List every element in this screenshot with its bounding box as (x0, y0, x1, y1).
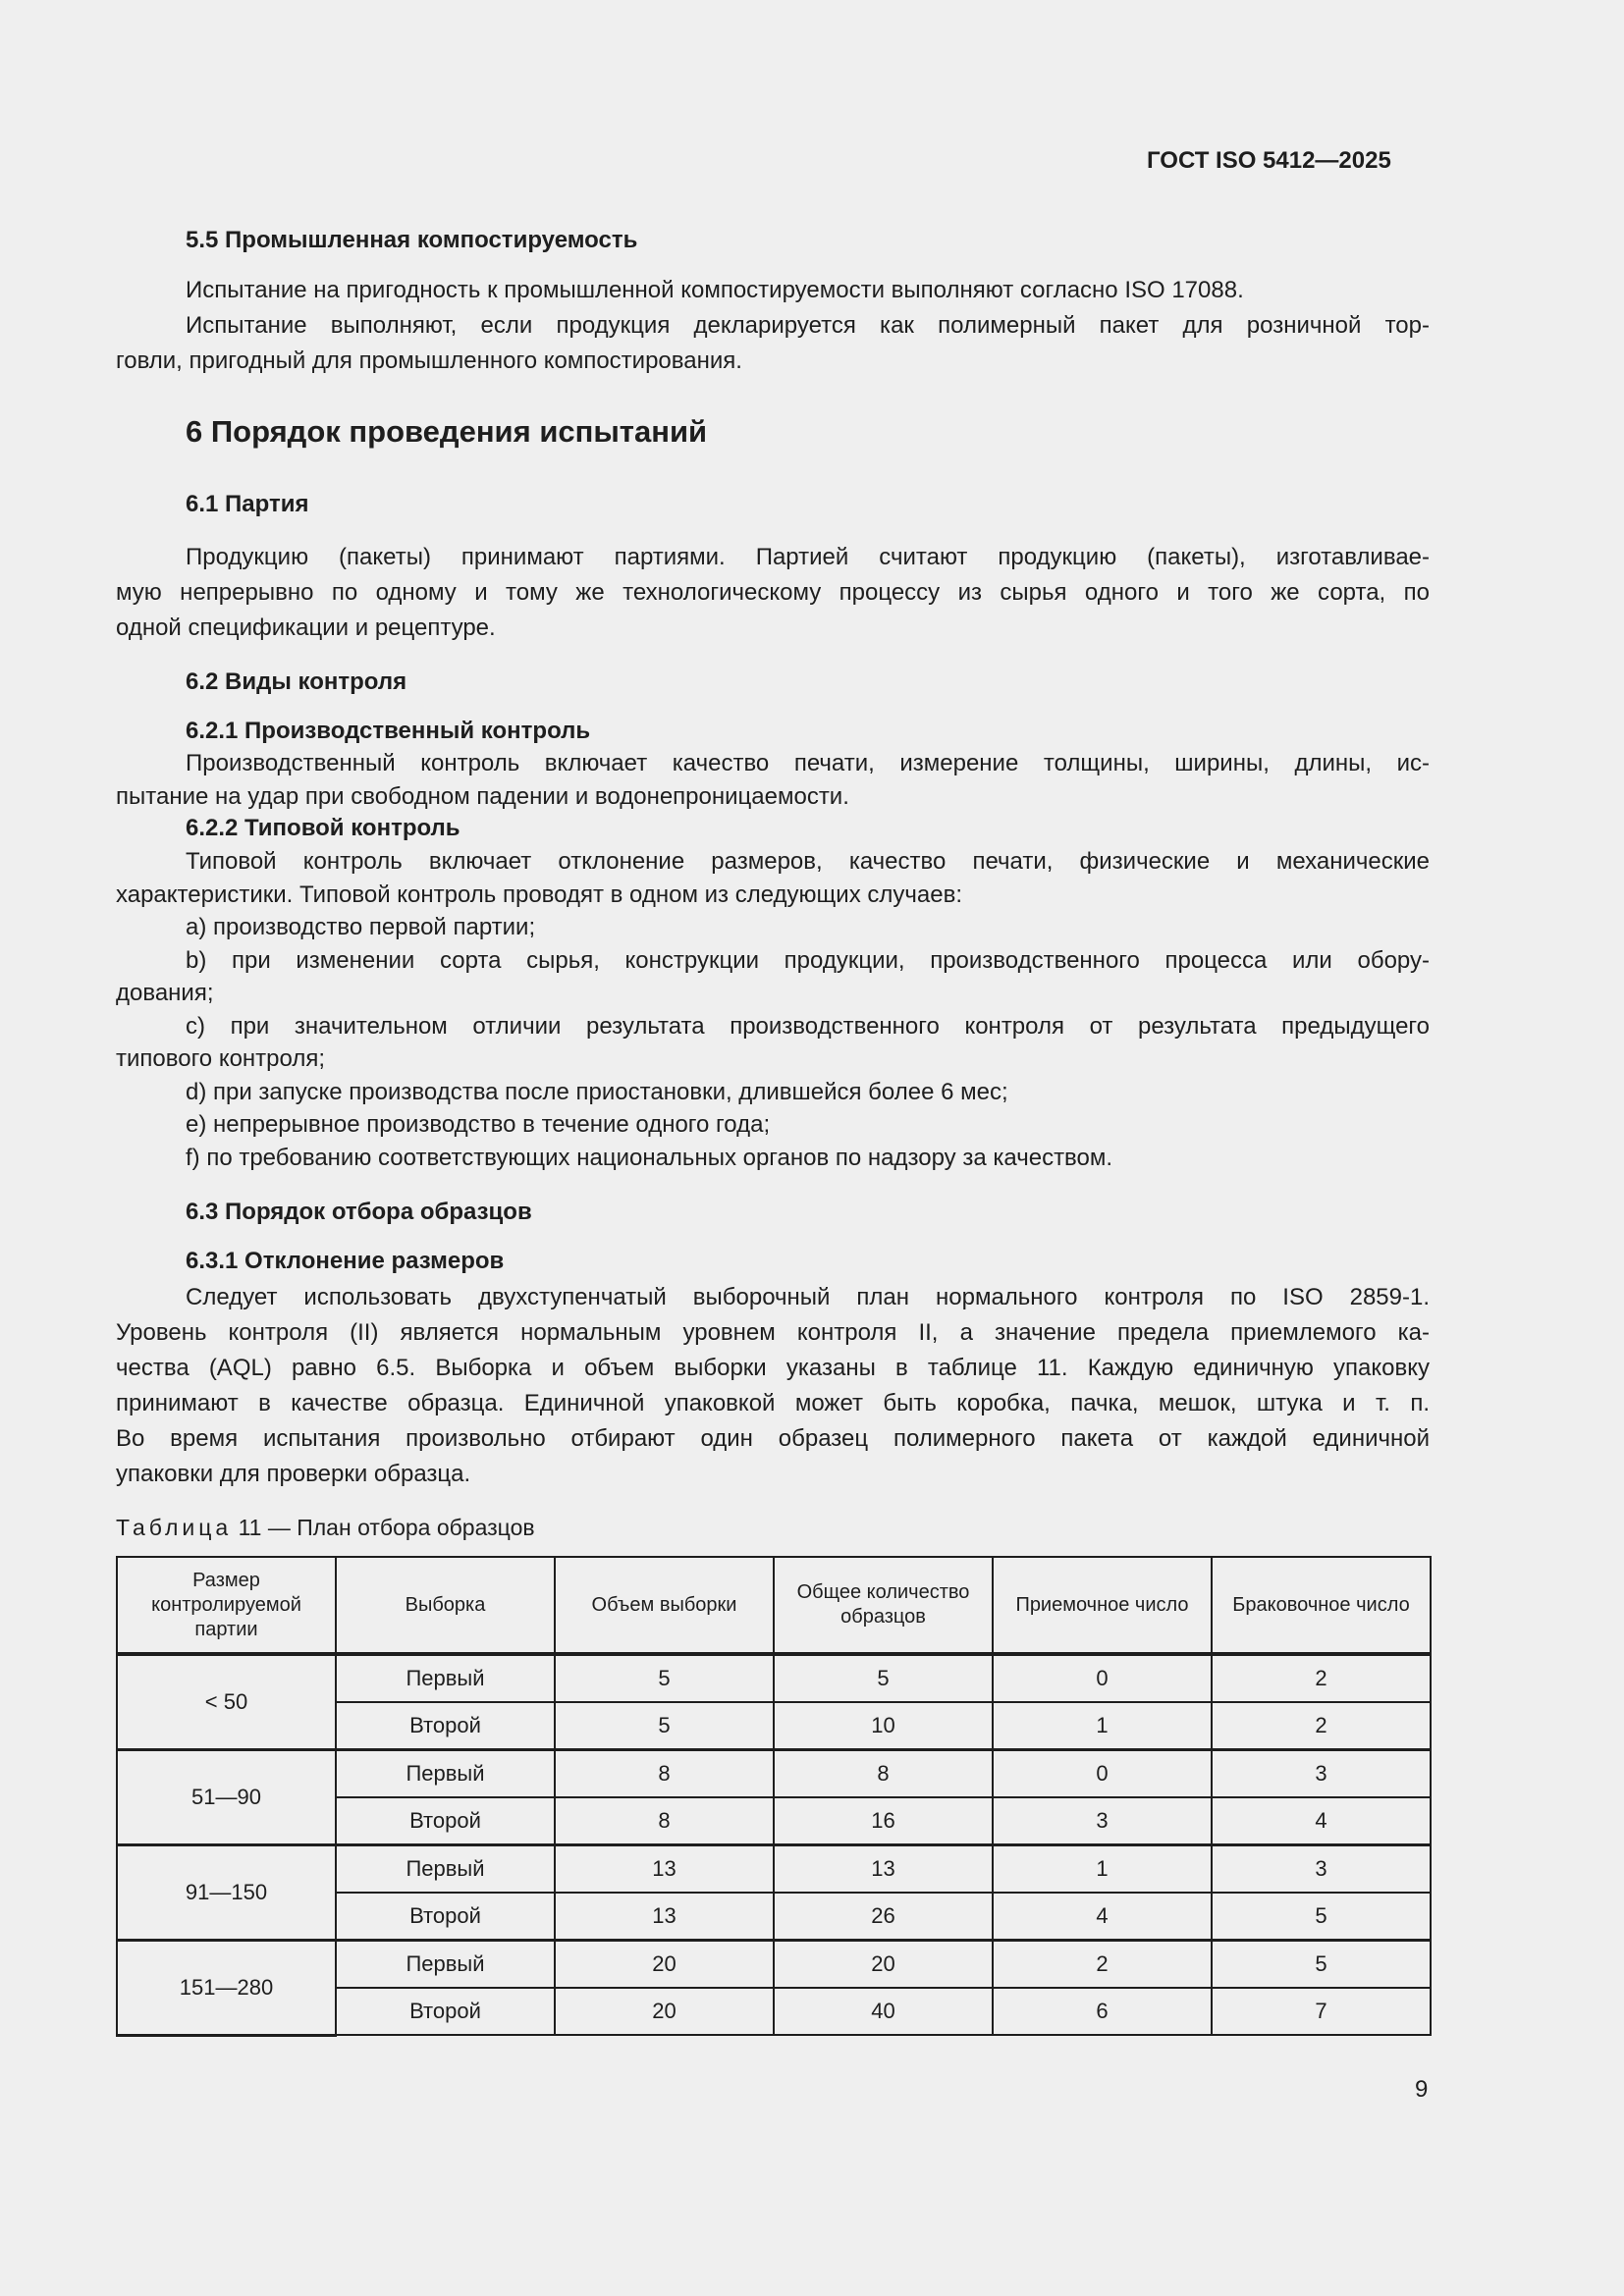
heading-6-3-1: 6.3.1 Отклонение размеров (186, 1248, 505, 1274)
heading-6-2-2: 6.2.2 Типовой контроль (186, 815, 460, 841)
list-item-e: e) непрерывное производство в течение одного года; (186, 1111, 771, 1138)
table-cell: 20 (555, 1988, 774, 2035)
paragraph-5-5 (116, 273, 1430, 379)
table-cell: Первый (336, 1941, 555, 1989)
table-cell: 2 (993, 1941, 1212, 1989)
table-cell: 3 (1212, 1845, 1431, 1894)
table-cell: 2 (1212, 1702, 1431, 1750)
lot-size-cell: < 50 (117, 1654, 336, 1750)
table-cell: 4 (1212, 1797, 1431, 1845)
column-header: Размер контролируемой партии (117, 1557, 336, 1654)
table-cell: Второй (336, 1797, 555, 1845)
heading-6-1: 6.1 Партия (186, 491, 309, 517)
text-line: Испытание выполняют, если продукция декларируется как полимерный пакет для розничной тор- (186, 312, 1430, 339)
heading-6-2-1: 6.2.1 Производственный контроль (186, 718, 591, 744)
table-cell: 13 (774, 1845, 993, 1894)
text-line: типового контроля; (116, 1045, 326, 1072)
table-cell: 13 (555, 1845, 774, 1894)
text-line: Следует использовать двухступенчатый выборочный план нормального контроля по ISO 2859-1. (186, 1284, 1430, 1310)
sampling-plan-table (116, 1556, 1432, 2037)
text-line: Производственный контроль включает качество печати, измерение толщины, ширины, длины, ис- (186, 750, 1430, 776)
table-cell: 13 (555, 1893, 774, 1941)
text-line: говли, пригодный для промышленного компостирования. (116, 347, 742, 374)
table-cell: Первый (336, 1845, 555, 1894)
table-cell: Второй (336, 1988, 555, 2035)
table-cell: 5 (1212, 1941, 1431, 1989)
text-line: Во время испытания произвольно отбирают один образец полимерного пакета от каждой единичной (116, 1425, 1430, 1452)
table-header-row (117, 1557, 1431, 1654)
heading-6-2: 6.2 Виды контроля (186, 668, 407, 695)
column-header: Браковочное число (1212, 1557, 1431, 1654)
table-cell: 6 (993, 1988, 1212, 2035)
column-header: Общее количество образцов (774, 1557, 993, 1654)
table-cell: 1 (993, 1702, 1212, 1750)
table-row (117, 1750, 1431, 1798)
column-header: Приемочное число (993, 1557, 1212, 1654)
text-line: мую непрерывно по одному и тому же технологическому процессу из сырья одного и того же сорта, по (116, 579, 1430, 606)
list-item-c: c) при значительном отличии результата производственного контроля от результата предыдущего (186, 1012, 1430, 1040)
text-line: пытание на удар при свободном падении и водонепроницаемости. (116, 783, 849, 810)
lot-size-cell: 91—150 (117, 1845, 336, 1941)
lot-size-cell: 151—280 (117, 1941, 336, 2036)
table-cell: Первый (336, 1750, 555, 1798)
table-cell: 16 (774, 1797, 993, 1845)
table-cell: 20 (555, 1941, 774, 1989)
list-item-a: a) производство первой партии; (186, 914, 536, 940)
table-cell: 20 (774, 1941, 993, 1989)
text-line: дования; (116, 980, 214, 1006)
table-cell: 26 (774, 1893, 993, 1941)
page-number: 9 (1415, 2076, 1429, 2103)
list-item-f: f) по требованию соответствующих национальных органов по надзору за качеством. (186, 1144, 1113, 1171)
text-line: характеристики. Типовой контроль проводят в одном из следующих случаев: (116, 881, 962, 908)
table-cell: Первый (336, 1654, 555, 1702)
text-line: упаковки для проверки образца. (116, 1461, 471, 1487)
table-cell: 10 (774, 1702, 993, 1750)
table-cell: 2 (1212, 1654, 1431, 1702)
table-caption (116, 1515, 535, 1541)
text-line: Испытание на пригодность к промышленной компостируемости выполняют согласно ISO 17088. (186, 277, 1244, 303)
column-header: Выборка (336, 1557, 555, 1654)
table-cell: 8 (774, 1750, 993, 1798)
paragraph-6-1 (116, 540, 1430, 646)
heading-6-3: 6.3 Порядок отбора образцов (186, 1199, 532, 1225)
table-cell: 40 (774, 1988, 993, 2035)
lot-size-cell: 51—90 (117, 1750, 336, 1845)
paragraph-6-2-2 (116, 845, 1430, 1174)
table-cell: 5 (555, 1702, 774, 1750)
table-cell: 5 (774, 1654, 993, 1702)
table-cell: Второй (336, 1893, 555, 1941)
table-row (117, 1941, 1431, 1989)
list-item-b: b) при изменении сорта сырья, конструкции продукции, производственного процесса или обору- (186, 946, 1430, 974)
list-item-d: d) при запуске производства после приостановки, длившейся более 6 мес; (186, 1078, 1008, 1105)
paragraph-6-2-1 (116, 747, 1430, 814)
table-caption-title: 11 — План отбора образцов (238, 1515, 535, 1540)
text-line: одной спецификации и рецептуре. (116, 614, 496, 641)
table-cell: 8 (555, 1750, 774, 1798)
table-cell: 0 (993, 1750, 1212, 1798)
table-cell: Второй (336, 1702, 555, 1750)
table-cell: 8 (555, 1797, 774, 1845)
heading-6: 6 Порядок проведения испытаний (186, 414, 708, 449)
standard-header: ГОСТ ISO 5412—2025 (1147, 147, 1391, 174)
table-cell: 1 (993, 1845, 1212, 1894)
text-line: чества (AQL) равно 6.5. Выборка и объем выборки указаны в таблице 11. Каждую единичную упаковку (116, 1355, 1430, 1381)
text-line: Продукцию (пакеты) принимают партиями. Партией считают продукцию (пакеты), изготавливае- (186, 544, 1430, 570)
table-cell: 3 (1212, 1750, 1431, 1798)
column-header: Объем выборки (555, 1557, 774, 1654)
paragraph-6-3-1 (116, 1280, 1430, 1492)
text-line: Типовой контроль включает отклонение размеров, качество печати, физические и механические (186, 848, 1430, 875)
heading-5-5: 5.5 Промышленная компостируемость (186, 227, 638, 253)
table-row (117, 1654, 1431, 1702)
text-line: принимают в качестве образца. Единичной упаковкой может быть коробка, пачка, мешок, штука и т. п. (116, 1390, 1430, 1416)
table-cell: 5 (555, 1654, 774, 1702)
table-cell: 7 (1212, 1988, 1431, 2035)
table-cell: 3 (993, 1797, 1212, 1845)
text-line: Уровень контроля (II) является нормальным уровнем контроля II, а значение предела приемлемого ка- (116, 1319, 1430, 1346)
table-caption-word: Таблица (116, 1515, 233, 1540)
table-cell: 0 (993, 1654, 1212, 1702)
table-row (117, 1845, 1431, 1894)
table-cell: 4 (993, 1893, 1212, 1941)
table-cell: 5 (1212, 1893, 1431, 1941)
